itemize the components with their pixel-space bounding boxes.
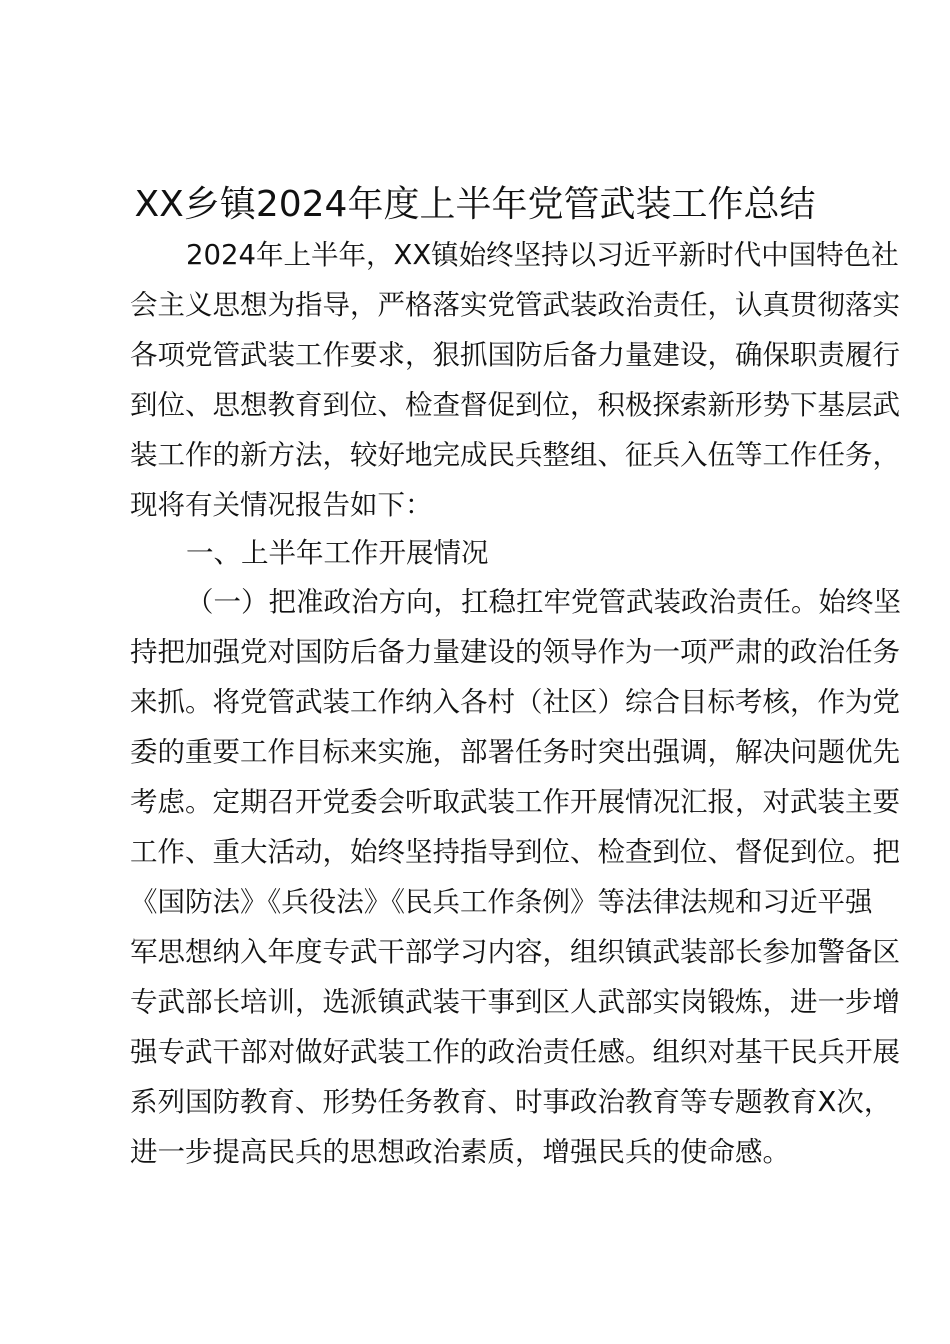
paragraph-line: 持把加强党对国防后备力量建设的领导作为一项严肃的政治任务 [130, 636, 900, 668]
paragraph-line: 现将有关情况报告如下： [130, 489, 433, 521]
paragraph-line: 来抓。将党管武装工作纳入各村（社区）综合目标考核，作为党 [130, 686, 900, 718]
document-body [130, 230, 901, 1177]
paragraph-line: 强专武干部对做好武装工作的政治责任感。组织对基干民兵开展 [130, 1036, 900, 1068]
paragraph-line: 《国防法》《兵役法》《民兵工作条例》等法律法规和习近平强 [130, 886, 873, 918]
paragraph-line: 专武部长培训，选派镇武装干事到区人武部实岗锻炼，进一步增 [130, 986, 900, 1018]
paragraph-line: 系列国防教育、形势任务教育、时事政治教育等专题教育X次， [130, 1086, 892, 1118]
paragraph-line: 委的重要工作目标来实施，部署任务时突出强调，解决问题优先 [130, 736, 900, 768]
paragraph-line: 到位、思想教育到位、检查督促到位，积极探索新形势下基层武 [130, 389, 900, 421]
document-title: XX乡镇2024年度上半年党管武装工作总结 [134, 184, 816, 225]
paragraph-line: 考虑。定期召开党委会听取武装工作开展情况汇报，对武装主要 [130, 786, 900, 818]
intro-paragraph [130, 230, 900, 530]
paragraph-line: 军思想纳入年度专武干部学习内容，组织镇武装部长参加警备区 [130, 936, 900, 968]
paragraph-line: 装工作的新方法，较好地完成民兵整组、征兵入伍等工作任务， [130, 439, 900, 471]
paragraph-line: 会主义思想为指导，严格落实党管武装政治责任，认真贯彻落实 [130, 289, 900, 321]
paragraph-line: 工作、重大活动，始终坚持指导到位、检查到位、督促到位。把 [130, 836, 900, 868]
section-heading: 一、上半年工作开展情况 [186, 537, 489, 569]
paragraph-line: 2024年上半年，XX镇始终坚持以习近平新时代中国特色社 [186, 239, 899, 271]
paragraph-line: （一）把准政治方向，扛稳扛牢党管武装政治责任。始终坚 [186, 586, 901, 618]
subsection-paragraph [130, 577, 901, 1177]
paragraph-line: 各项党管武装工作要求，狠抓国防后备力量建设，确保职责履行 [130, 339, 900, 371]
paragraph-line: 进一步提高民兵的思想政治素质，增强民兵的使命感。 [130, 1136, 790, 1168]
